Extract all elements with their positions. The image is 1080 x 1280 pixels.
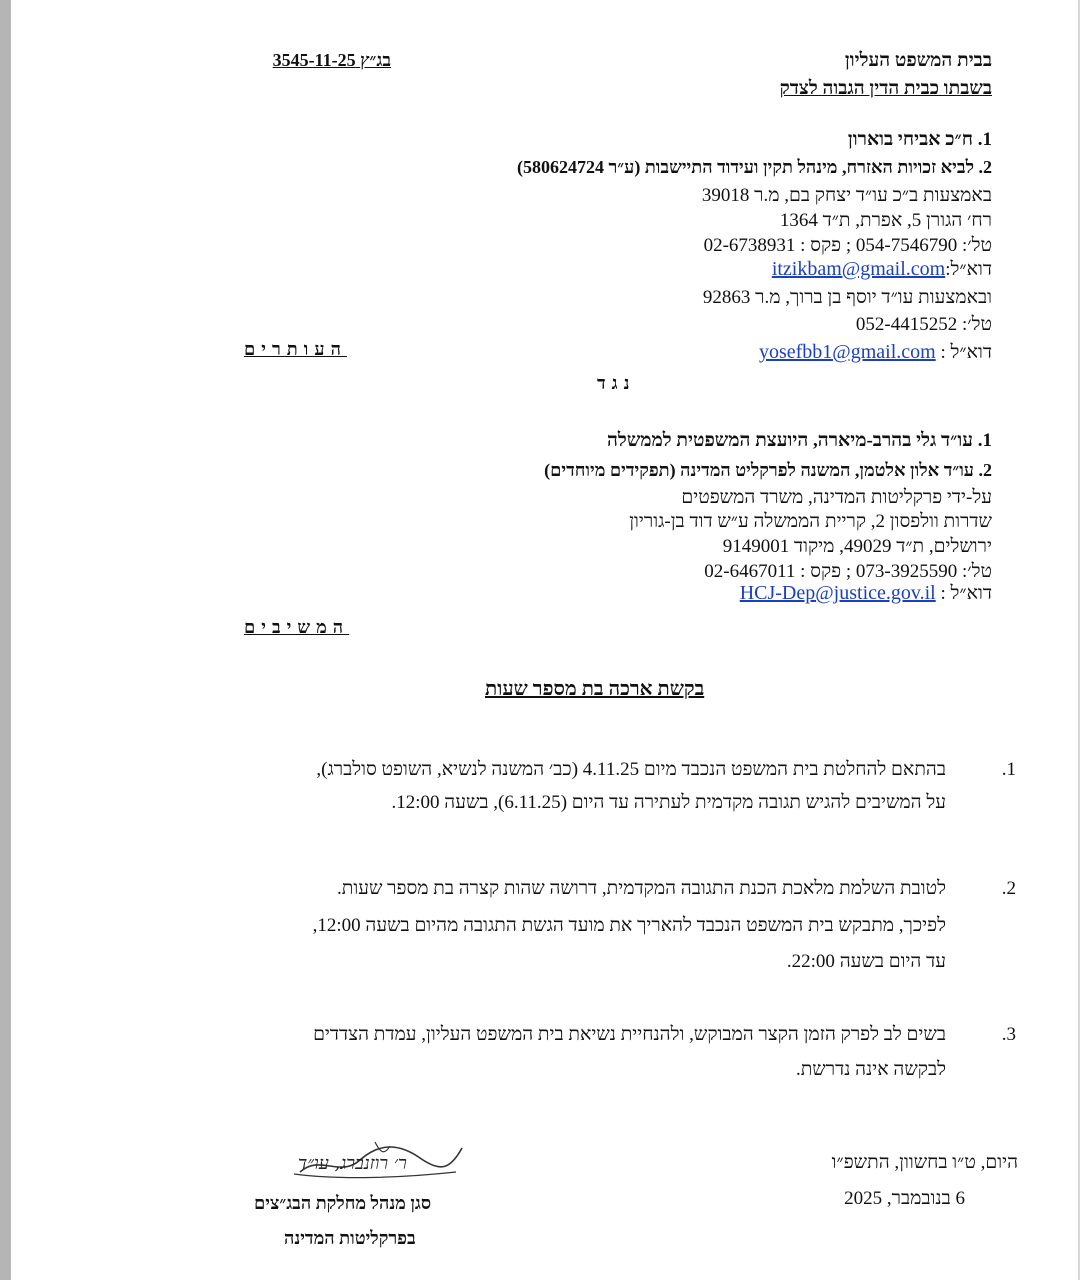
- versus-label: נגד: [597, 373, 636, 393]
- respondents-by: על-ידי פרקליטות המדינה, משרד המשפטים: [681, 487, 992, 508]
- paragraph-2-line-3: עד היום בשעה 22:00.: [786, 951, 946, 972]
- counsel-1-phones: טל׳: 054-7546790 ; פקס : 02-6738931: [703, 235, 992, 256]
- counsel-2-phone: טל׳: 052-4415252: [855, 314, 992, 335]
- paragraph-3-line-2: לבקשה אינה נדרשת.: [795, 1059, 946, 1080]
- email-label: דוא״ל :: [940, 583, 992, 604]
- paragraph-1-number: 1.: [1001, 759, 1016, 780]
- paragraph-2-number: 2.: [1001, 878, 1016, 899]
- case-label: בג״ץ: [360, 50, 391, 70]
- respondents-email-row: [740, 582, 992, 605]
- court-capacity: בשבתו כבית הדין הגבוה לצדק: [779, 78, 992, 99]
- respondents-phones: טל׳: 073-3925590 ; פקס : 02-6467011: [704, 561, 992, 582]
- counsel-2-email-row: [759, 341, 992, 364]
- paragraph-3-line-1: בשים לב לפרק הזמן הקצר המבוקש, ולהנחיית נשיאת בית המשפט העליון, עמדת הצדדים: [313, 1024, 946, 1045]
- paragraph-2-line-2: לפיכך, מתבקש בית המשפט הנכבד להאריך את מועד הגשת התגובה מהיום בשעה 12:00,: [312, 915, 946, 936]
- petitioner-1: 1. ח״כ אביחי בוארון: [847, 129, 992, 150]
- signature-name: ר׳ רוזנברג, עו״ד: [298, 1153, 407, 1174]
- counsel-2-email-link[interactable]: yosefbb1@gmail.com: [758, 341, 936, 363]
- gregorian-date: 6 בנובמבר, 2025: [844, 1188, 965, 1209]
- email-label: דוא״ל :: [940, 342, 992, 363]
- counsel-1-email-link[interactable]: itzikbam@gmail.com: [771, 258, 946, 280]
- respondent-1: 1. עו״ד גלי בהרב-מיארה, היועצת המשפטית לממשלה: [607, 430, 992, 451]
- scan-left-edge: [0, 0, 11, 1280]
- counsel-1-line: באמצעות ב״כ עו״ד יצחק בם, מ.ר 39018: [701, 185, 992, 206]
- paragraph-1-line-1: בהתאם להחלטת בית המשפט הנכבד מיום 4.11.25 (כב׳ המשנה לנשיא, השופט סולברג),: [316, 759, 946, 780]
- counsel-1-email-row: [772, 258, 992, 281]
- paragraph-2-line-1: לטובת השלמת מלאכת הכנת התגובה המקדמית, דרושה שהות קצרה בת מספר שעות.: [337, 878, 946, 899]
- paragraph-3-number: 3.: [1001, 1024, 1016, 1045]
- email-label: דוא״ל:: [945, 259, 992, 280]
- court-name: בבית המשפט העליון: [844, 50, 992, 71]
- respondents-street: שדרות וולפסון 2, קריית הממשלה ע״ש דוד בן-גוריון: [629, 511, 992, 532]
- petitioner-2: 2. לביא זכויות האזרח, מינהל תקין ועידוד התיישבות (ע״ר 580624724): [516, 157, 992, 177]
- signer-title-1: סגן מנהל מחלקת הבג״צים: [254, 1193, 432, 1213]
- respondents-email-link[interactable]: HCJ-Dep@justice.gov.il: [739, 582, 936, 604]
- case-number-block: [243, 50, 391, 71]
- petitioners-role-label: העותרים: [244, 339, 347, 359]
- hebrew-date: היום, ט״ו בחשוון, התשפ״ו: [831, 1152, 1018, 1173]
- signer-title-2: בפרקליטות המדינה: [284, 1228, 416, 1248]
- document-title: בקשת ארכה בת מספר שעות: [485, 678, 705, 700]
- case-number: 3545-11-25: [272, 50, 356, 70]
- respondent-2: 2. עו״ד אלון אלטמן, המשנה לפרקליט המדינה (תפקידים מיוחדים): [544, 460, 992, 480]
- counsel-2-line: ובאמצעות עו״ד יוסף בן ברוך, מ.ר 92863: [702, 287, 992, 308]
- counsel-1-address: רח׳ הגורן 5, אפרת, ת״ד 1364: [779, 210, 992, 231]
- respondents-city: ירושלים, ת״ד 49029, מיקוד 9149001: [722, 536, 992, 557]
- respondents-role-label: המשיבים: [244, 617, 350, 637]
- paragraph-1-line-2: על המשיבים להגיש תגובה מקדמית לעתירה עד היום (6.11.25), בשעה 12:00.: [391, 792, 946, 813]
